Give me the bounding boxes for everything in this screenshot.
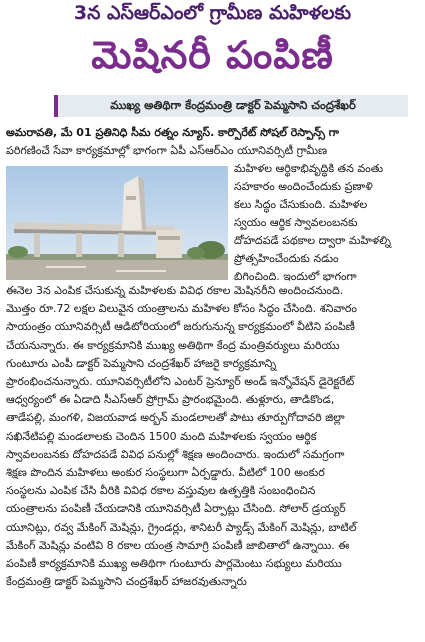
body-line: ఈనెల 3న ఎంపిక చేసుకున్న మహిళలకు వివిధ రకాల మెషినరీని అందించనుంది. — [6, 284, 344, 297]
headline-main: మెషినరీ పంపిణీ — [91, 33, 334, 77]
body-line: శిక్షణ పొందిన మహిళలు అంకుర సంస్థలుగా ఏర్పడ్డారు. వీటిలో 100 అంకుర — [6, 466, 325, 480]
body-line: ప్రారంభించనున్నారు. యూనివర్సిటీలోని ఎంటర్ ప్రెన్యూర్ అండ్ ఇన్నోవేషన్ డైరెక్టరేట్ — [6, 375, 355, 389]
side-line: బిగించింది. ఇందులో భాగంగా — [234, 270, 357, 283]
side-line: స్వయం ఆర్థిక స్వావలంబనకు — [234, 216, 358, 229]
body-line: సఖినేటిపల్లి మండలాలకు చెందిన 1500 మంది మహిళలకు స్వయం ఆర్థిక — [6, 429, 317, 443]
headline-kicker: 3న ఎస్ఆర్ఎంలో గ్రామీణ మహిళలకు — [73, 2, 352, 24]
body-line: మొత్తం రూ.72 లక్షల విలువైన యంత్రాలను మహిళల కోసం సిద్ధం చేసింది. శనివారం — [6, 302, 357, 316]
article-body — [6, 282, 420, 591]
side-line: మహిళల ఆర్థికాభివృద్ధికి తన వంతు — [234, 162, 384, 175]
body-line: సంస్థలను ఎంపిక చేసి వీరికి వివిధ రకాల వస్తువుల ఉత్పత్తికి సంబంధించిన — [6, 484, 316, 498]
side-line: కలు సిద్ధం చేసుకుంది. మహిళల — [234, 198, 368, 211]
body-line: చేయనున్నారు. ఈ కార్యక్రమానికి ముఖ్య అతిథిగా కేంద్ర మంత్రివర్యులు మరియు — [6, 338, 340, 352]
subheadline-text: ముఖ్య అతిథిగా కేంద్రమంత్రి డాక్టర్ పెమ్మసాని చంద్రశేఖర్ — [110, 97, 356, 112]
lead-line: పరిగణించే సేవా కార్యక్రమాల్లో భాగంగా ఏపీ ఎస్ఆర్ఎం యూనివర్సిటీ గ్రామీణ — [6, 144, 328, 157]
body-line: యంత్రాలను పంపిణీ చేయడానికి యూనివర్సిటీ ఏర్పాట్లు చేసింది. సోలార్ డ్రయ్యర్ — [6, 502, 346, 516]
body-line: స్వావలంబనకు దోహదపడే వివిధ పనుల్లో శిక్షణ అందించారు. ఇందులో సమగ్రంగా — [6, 447, 345, 461]
body-line: ఆధ్వర్యంలో ఈ ఏడాది సీఎస్ఆర్ ప్రోగ్రామ్ ప్రారంభమైంది. తుళ్లూరు, తాడికొండ, — [6, 393, 335, 407]
side-line: దోహదపడే పథకాల ద్వారా మహిళల్ని — [234, 234, 391, 247]
body-line: కేంద్రమంత్రి డాక్టర్ పెమ్మసాని చంద్రశేఖర్ హాజరవుతున్నారు — [6, 575, 247, 589]
body-line: తాడేపల్లి, మంగళి, విజయవాడ అర్బన్ మండలాలతో పాటు తూర్పుగోదావరి జిల్లా — [6, 411, 345, 425]
university-gate-photo — [6, 166, 228, 280]
side-line: ప్రోత్సహించేందుకు నడుం — [234, 252, 339, 265]
body-line: యూనిట్లు, రవ్వ మేకింగ్ మెషిన్లు, గ్రైండర్లు, శానిటరీ ప్యాడ్స్ మేకింగ్ మెషిన్లు, బాటిల్ — [6, 520, 357, 534]
side-line: సహకారం అందించేందుకు ప్రణాళి — [234, 180, 373, 193]
body-line: గుంటూరు ఎంపీ డాక్టర్ పెమ్మసాని చంద్రశేఖర్ హాజరై కార్యక్రమాన్ని — [6, 356, 277, 370]
side-column-text — [234, 160, 420, 286]
body-line: సాయంత్రం యూనివర్సిటీ ఆడిటోరియంలో జరుగునున్న కార్యక్రమంలో వీటిని పంపిణీ — [6, 320, 355, 334]
body-line: మేకింగ్ మెషిన్లు వంటివి 8 రకాల యంత్ర సామాగ్రి పంపిణీ జాబితాలో ఉన్నాయి. ఈ — [6, 538, 350, 552]
subheadline-bar — [54, 95, 408, 117]
body-line: పంపిణీ కార్యక్రమానికి ముఖ్య అతిథిగా గుంటూరు పార్లమెంటు సభ్యులు మరియు — [6, 557, 342, 571]
dateline: అమరావతి, మే 01 ప్రతినిధి సీమ రత్నం న్యూస్. కార్పొరేట్ సోషల్ రెస్పాన్స్ గా — [6, 126, 339, 139]
